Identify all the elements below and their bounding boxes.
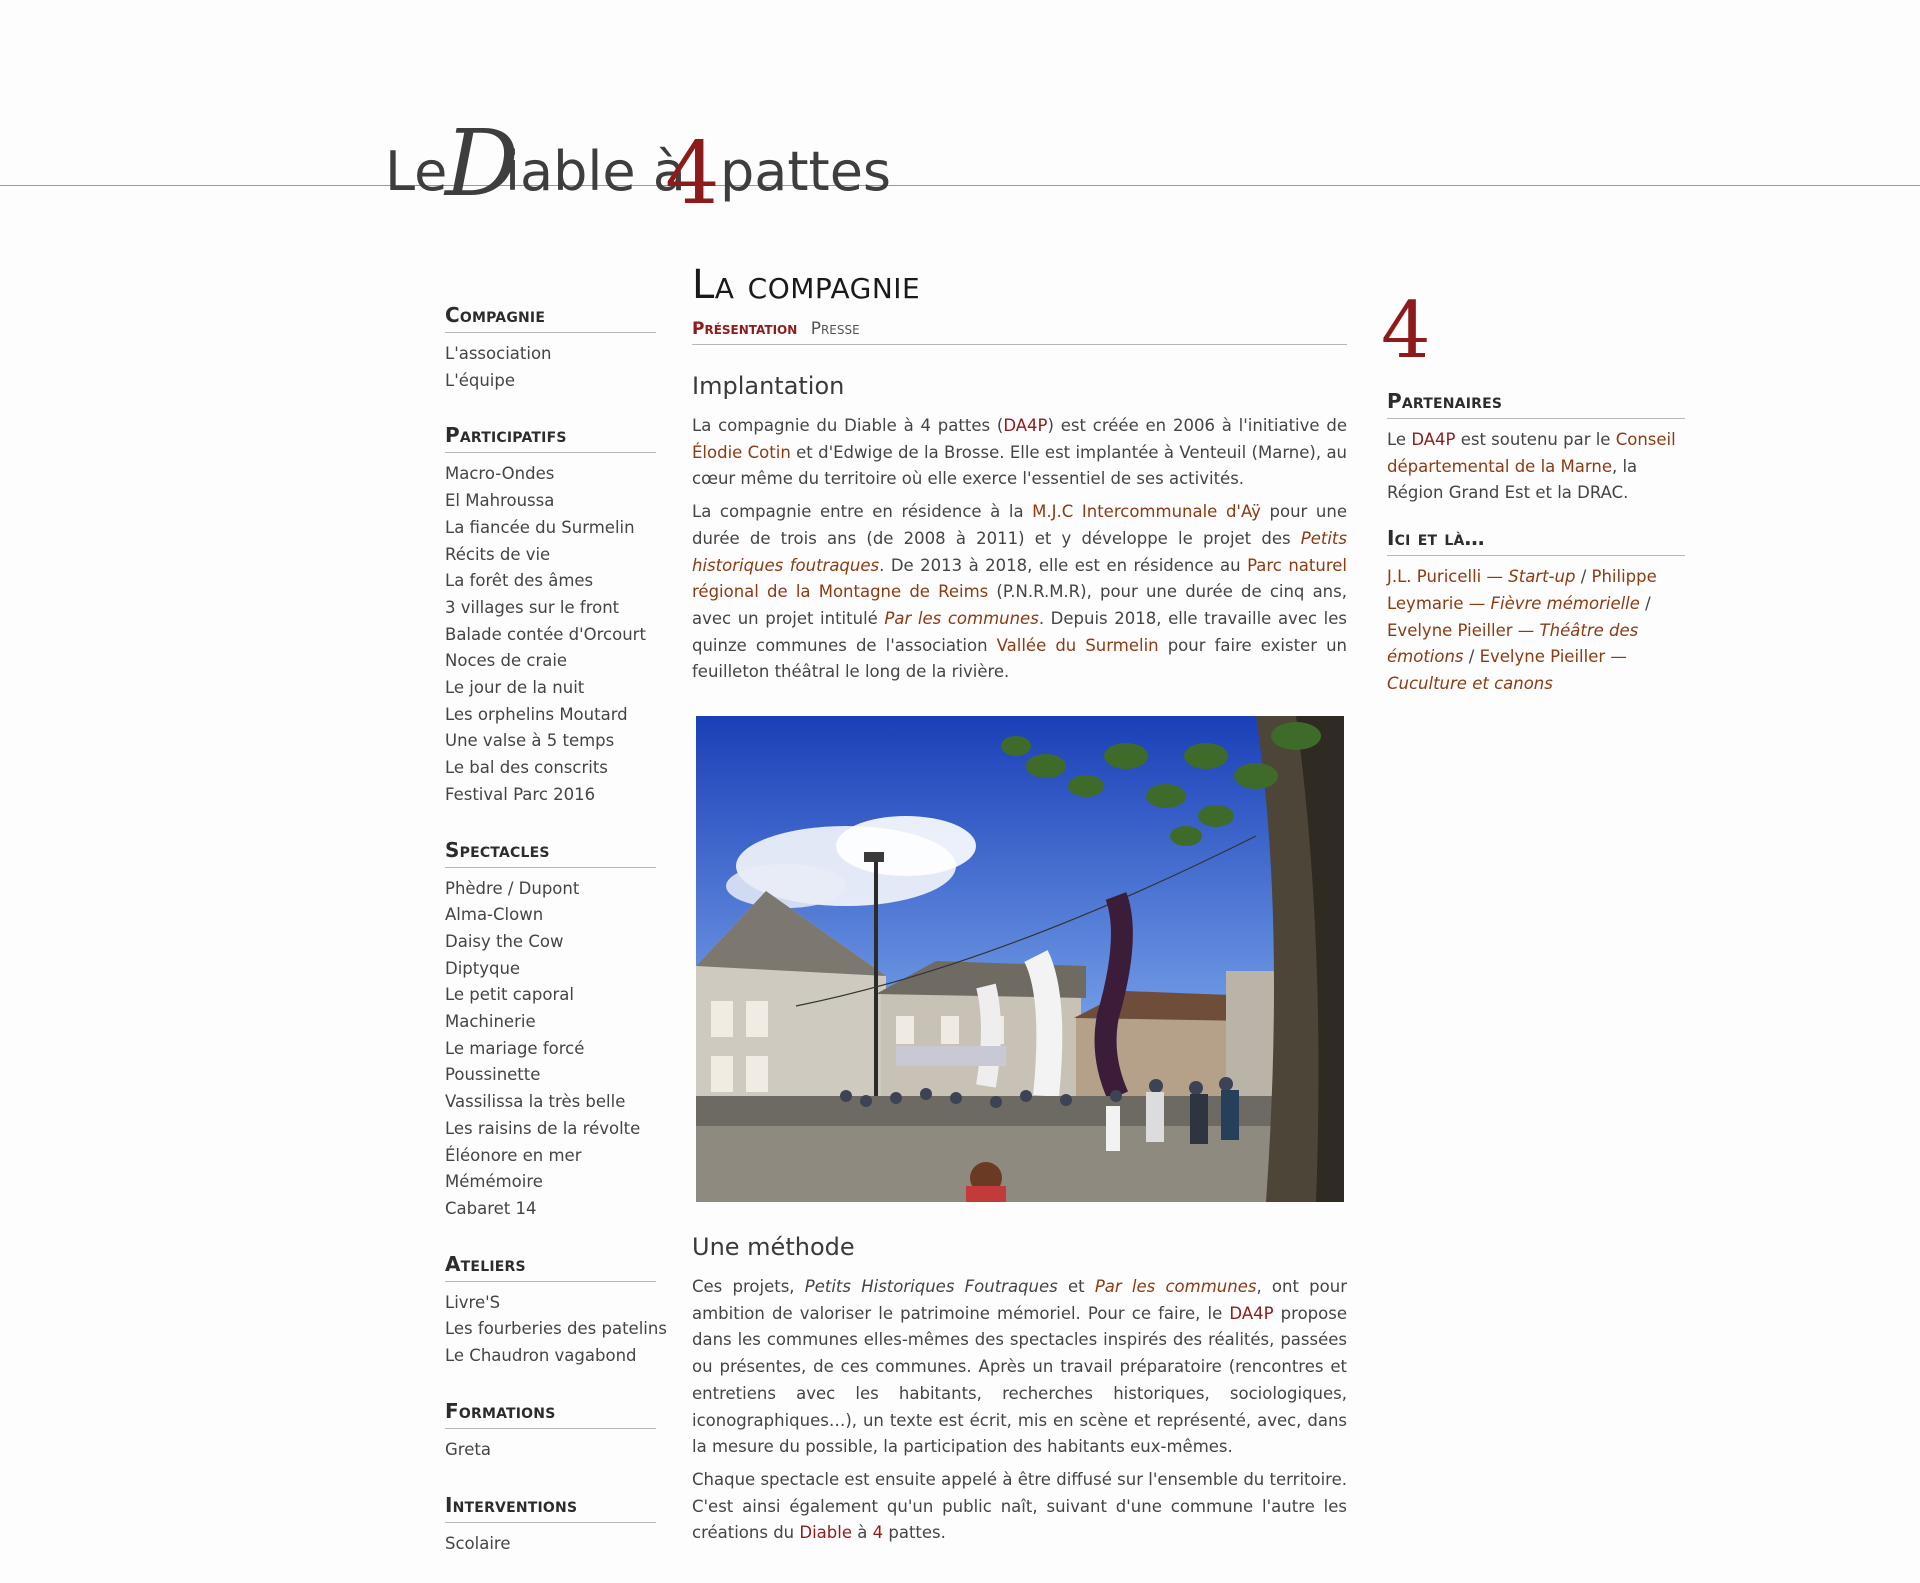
page-title: La compagnie — [692, 262, 921, 308]
sidebar-item[interactable]: Les fourberies des patelins — [445, 1319, 667, 1339]
right-column — [1381, 286, 1685, 704]
sidebar-item[interactable]: Vassilissa la très belle — [445, 1092, 626, 1112]
sidebar-section — [445, 1490, 656, 1558]
author: Evelyne Pieiller — — [1387, 620, 1540, 640]
sidebar-item[interactable]: Le petit caporal — [445, 985, 574, 1005]
link-parc-naturel[interactable]: Parc naturel régional de la Montagne de Reims — [692, 555, 1347, 602]
separator: / — [1639, 593, 1651, 613]
sidebar-item[interactable]: Diptyque — [445, 958, 521, 978]
sidebar-item[interactable]: Éléonore en mer — [445, 1145, 582, 1165]
paragraph — [692, 1274, 1347, 1461]
text: . Depuis 2018, elle travaille avec les quinze communes de l'association — [692, 608, 1347, 655]
sidebar-section — [445, 1249, 667, 1370]
logo-iable: iable à — [505, 140, 686, 203]
text: La compagnie entre en résidence à la — [692, 502, 1033, 522]
text: et d'Edwige de la Brosse. Elle est implantée à Venteuil (Marne), au cœur même du territoire où elle exerce l'essentiel de ses activités. — [692, 442, 1348, 489]
sidebar-item[interactable]: Phèdre / Dupont — [445, 878, 580, 898]
sidebar-item[interactable]: Alma-Clown — [445, 905, 544, 925]
sidebar-item[interactable]: Macro-Ondes — [445, 464, 555, 484]
sidebar-item[interactable]: 3 villages sur le front — [445, 597, 620, 617]
author: Philippe Leymarie — — [1387, 567, 1657, 613]
article-title: Start-up — [1508, 567, 1576, 587]
text: ) est créée en 2006 à l'initiative de — [1047, 416, 1347, 435]
text: , ont pour ambition de valoriser le patrimoine mémoriel. Pour ce faire, le — [692, 1277, 1347, 1323]
partenaires-text — [1387, 427, 1685, 507]
sidebar-heading[interactable]: Interventions — [445, 1490, 656, 1523]
logo-le: Le — [385, 140, 448, 203]
text: est soutenu par le — [1455, 430, 1616, 449]
sidebar-section — [445, 300, 656, 394]
sidebar-item[interactable]: Mémémoire — [445, 1172, 543, 1192]
brand-four: 4 — [872, 1523, 884, 1543]
sidebar-heading[interactable]: Spectacles — [445, 835, 656, 868]
text: Ces projets, — [692, 1277, 805, 1297]
article-title: Fièvre mémorielle — [1490, 593, 1640, 613]
ici-links — [1387, 564, 1685, 698]
sidebar-item[interactable]: L'association — [445, 344, 552, 363]
sidebar-item[interactable]: L'équipe — [445, 370, 516, 390]
paragraph — [692, 1467, 1347, 1547]
tab-presentation[interactable]: Présentation — [692, 319, 798, 339]
ici-heading: Ici et là… — [1387, 523, 1685, 556]
logo-d: D — [445, 110, 519, 217]
sidebar-item[interactable]: Le jour de la nuit — [445, 678, 585, 698]
sidebar-nav — [445, 300, 667, 1583]
text: et — [1057, 1277, 1095, 1297]
sidebar-item[interactable]: Les orphelins Moutard — [445, 704, 628, 724]
sidebar-section — [445, 835, 656, 1223]
link-conseil-departemental[interactable]: Conseil départemental de la Marne — [1387, 430, 1676, 476]
sidebar-item[interactable]: Livre'S — [445, 1292, 501, 1312]
sidebar-item[interactable]: Balade contée d'Orcourt — [445, 624, 646, 644]
sidebar-item[interactable]: Une valse à 5 temps — [445, 731, 615, 751]
sidebar-item[interactable]: Daisy the Cow — [445, 931, 564, 951]
sidebar-heading[interactable]: Participatifs — [445, 420, 656, 453]
tab-presse[interactable]: Presse — [810, 319, 860, 339]
sidebar-item[interactable]: Poussinette — [445, 1065, 541, 1085]
main-content — [692, 262, 1347, 1553]
brand-da4p: DA4P — [1003, 416, 1048, 435]
sidebar-item[interactable]: Greta — [445, 1439, 491, 1459]
link-par-les-communes[interactable]: Par les communes — [1094, 1277, 1257, 1297]
link-elodie-cotin[interactable]: Élodie Cotin — [692, 442, 791, 462]
sidebar-heading[interactable]: Ateliers — [445, 1249, 656, 1282]
text: propose dans les communes elles-mêmes des spectacles inspirés des réalités, passées ou présentes, de ces communes. Après un travail préparatoire (rencontres et entretiens avec les habitants, recherches historiques, sociologiques, iconographiques…), un texte est écrit, mis en scène et représenté, avec, dans la mesure du possible, la participation des habitants eux-mêmes. — [692, 1303, 1347, 1457]
logo-four: 4 — [665, 124, 720, 224]
header-rule — [0, 185, 1920, 186]
four-emblem: 4 — [1381, 286, 1431, 376]
author: Evelyne Pieiller — — [1479, 647, 1627, 667]
paragraph — [692, 499, 1347, 686]
brand-da4p: DA4P — [1411, 430, 1456, 449]
separator: / — [1575, 567, 1592, 587]
sidebar-item[interactable]: La forêt des âmes — [445, 571, 594, 591]
sidebar-item[interactable]: Scolaire — [445, 1533, 511, 1553]
emphasis: Petits Historiques Foutraques — [804, 1277, 1058, 1297]
text: La compagnie du Diable à 4 pattes ( — [692, 416, 1004, 435]
article-title: Cuculture et canons — [1387, 673, 1553, 693]
sidebar-item[interactable]: El Mahroussa — [445, 491, 555, 511]
text: Le — [1387, 430, 1412, 449]
sidebar-heading[interactable]: Formations — [445, 1396, 656, 1429]
sidebar-item[interactable]: Cabaret 14 — [445, 1198, 537, 1218]
link-puricelli[interactable] — [1387, 567, 1575, 586]
sidebar-item[interactable]: Le Chaudron vagabond — [445, 1346, 637, 1366]
link-petits-historiques[interactable]: Petits historiques foutraques — [692, 528, 1347, 575]
paragraph — [692, 413, 1347, 493]
text: Chaque spectacle est ensuite appelé à être diffusé sur l'ensemble du territoire. C'est ainsi également qu'un public naît, suivant d'une commune l'autre les créations du — [692, 1469, 1347, 1543]
author: J.L. Puricelli — — [1387, 567, 1509, 587]
brand-da4p: DA4P — [1229, 1303, 1274, 1323]
sidebar-item[interactable]: Les raisins de la révolte — [445, 1118, 641, 1138]
sidebar-heading[interactable]: Compagnie — [445, 300, 656, 333]
section-title-methode: Une méthode — [692, 1233, 855, 1262]
sidebar-item[interactable]: La fiancée du Surmelin — [445, 517, 635, 537]
text: , la Région Grand Est et la DRAC. — [1387, 456, 1638, 503]
logo-pattes: pattes — [720, 140, 892, 203]
sidebar-section — [445, 420, 656, 808]
sidebar-item[interactable]: Festival Parc 2016 — [445, 784, 596, 804]
text: pattes. — [883, 1523, 946, 1543]
brand-diable: Diable — [799, 1523, 853, 1543]
partenaires-heading: Partenaires — [1387, 386, 1685, 419]
separator: / — [1463, 647, 1480, 667]
village-photo — [696, 716, 1344, 1202]
link-vallee-surmelin[interactable]: Vallée du Surmelin — [996, 635, 1159, 655]
text: pour faire exister un feuilleton théâtral le long de la rivière. — [692, 635, 1347, 682]
subnav-tabs — [692, 314, 1347, 345]
sidebar-item[interactable]: Le bal des conscrits — [445, 758, 608, 778]
link-mjc-ay[interactable]: M.J.C Intercommunale d'Aÿ — [1032, 502, 1261, 522]
text: à — [852, 1523, 873, 1543]
text: (P.N.R.M.R), pour une durée de cinq ans, avec un projet intitulé — [692, 582, 1347, 628]
text: . De 2013 à 2018, elle est en résidence au — [879, 555, 1248, 575]
sidebar-item[interactable]: Machinerie — [445, 1012, 536, 1032]
article-title: Théâtre des émotions — [1387, 620, 1639, 667]
section-title-implantation: Implantation — [692, 372, 845, 400]
sidebar-item[interactable]: Le mariage forcé — [445, 1038, 585, 1058]
text: pour une durée de trois ans (de 2008 à 2011) et y développe le projet des — [692, 502, 1347, 548]
link-par-les-communes[interactable]: Par les communes — [884, 608, 1039, 628]
sidebar-item[interactable]: Récits de vie — [445, 544, 551, 564]
sidebar-item[interactable]: Noces de craie — [445, 651, 568, 671]
sidebar-section — [445, 1396, 656, 1464]
